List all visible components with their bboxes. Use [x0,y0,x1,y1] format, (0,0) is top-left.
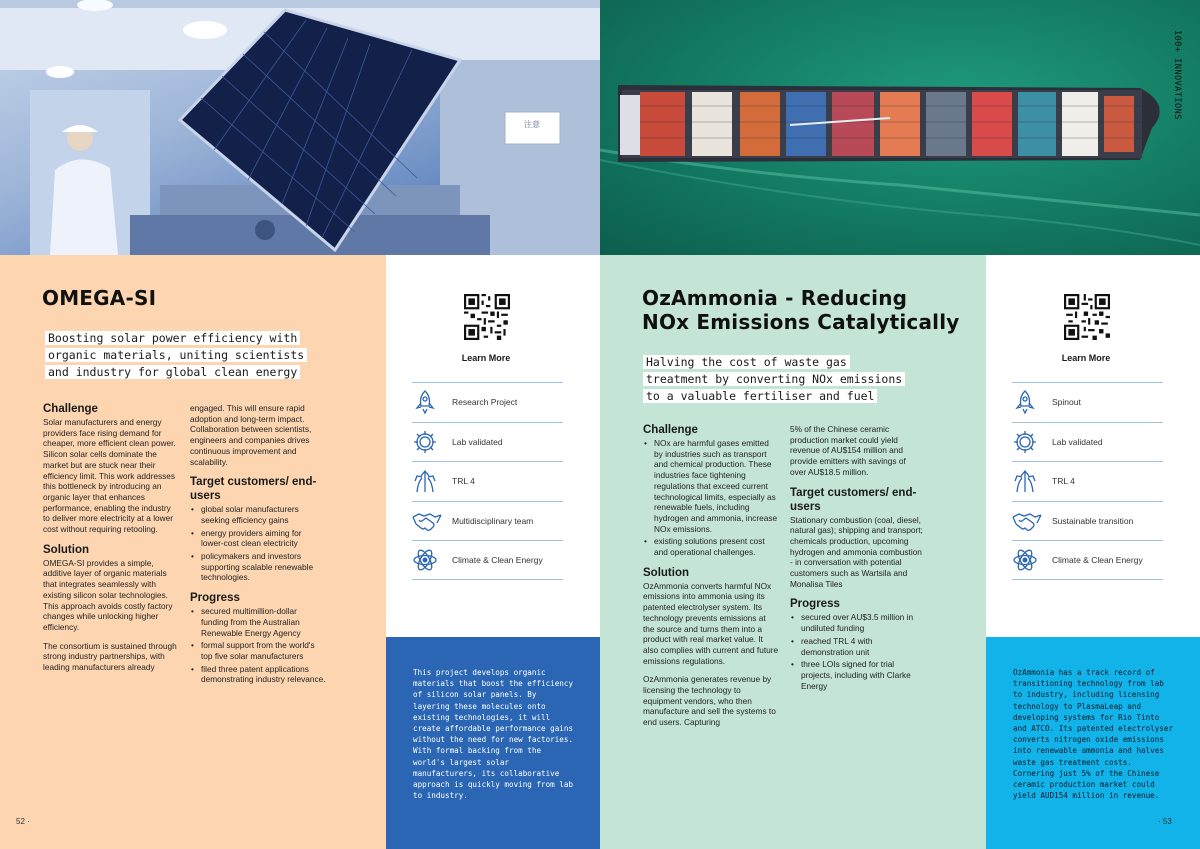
right-tagline-line: to a valuable fertiliser and fuel [643,389,877,403]
attribute-label: Climate & Clean Energy [1052,555,1143,566]
attribute-row [1012,422,1163,462]
list-item: • secured multimillion-dollar funding from the Australian Renewable Energy Agency [190,606,326,638]
list-item: • global solar manufacturers seeking efficiency gains [190,504,326,525]
list-item: • formal support from the world's top five solar manufacturers [190,640,326,661]
list-item: • reached TRL 4 with demonstration unit [790,636,924,657]
right-column-2 [790,424,924,699]
progress-heading: Progress [790,598,840,611]
gear-icon [412,427,452,457]
list-item: • energy providers aiming for lower-cost clean electricity [190,528,326,549]
solution-text: OMEGA-SI provides a simple, additive layer of organic materials that integrates seamlessly with existing silicon solar technologies. This approach avoids costly factory changes while unlocking higher efficiency. [43,557,173,632]
gear-icon [1012,427,1052,457]
rocket-icon [412,387,452,417]
page-number-left: 52 · [16,817,30,826]
challenge-heading: Challenge [43,403,98,415]
list-item: • policymakers and investors supporting scalable renewable technologies. [190,551,326,583]
column-intro-text: engaged. This will ensure rapid adoption and long-term impact. Collaboration between scientists, engineers and companies drives continuous improvement and scalability. [190,403,312,467]
attribute-label: TRL 4 [1052,476,1075,487]
learn-more-link[interactable]: Learn More [461,353,511,363]
attribute-row [1012,382,1163,422]
right-attribute-list [1012,382,1163,580]
atom-icon [412,545,452,575]
attribute-label: Lab validated [452,436,503,447]
target-text: Stationary combustion (coal, diesel, natural gas); shipping and transport; chemicals production, upcoming hydrogen and ammonia combustion - in conversation with potential customers such as Wartsila and Monalisa Tiles [790,514,923,589]
solar-factory-illustration [0,0,600,255]
challenge-heading: Challenge [643,424,698,436]
right-tagline-line: Halving the cost of waste gas [643,355,850,369]
arrows-up-icon [412,466,452,496]
attribute-row [412,461,563,501]
page-number-right: · 53 [1158,817,1172,826]
challenge-text: Solar manufacturers and energy providers face rising demand for cheaper, more efficient clean power. Silicon solar cells dominate the market but are stuck near their efficiency limit. This work addresses this bottleneck by introducing an organic layer that enhances performance, enabling the industry to deliver more electricity at a lower cost without requiring retooling. [43,417,176,535]
solution-heading: Solution [643,566,689,579]
solution-text-continued: OzAmmonia generates revenue by licensing the technology to equipment vendors, who then manufacture and sell the systems to end users. Capturing [643,674,776,728]
learn-more-link[interactable]: Learn More [1061,353,1111,363]
right-column-1 [643,423,779,736]
right-summary-blurb: OzAmmonia has a track record of transitioning technology from lab to industry, including licensing technology to PlasmaLeap and developing systems for Rio Tinto and ATCO. Its patented electrolyser converts nitrogen oxide emissions into renewable ammonia and halves waste gas treatment costs. Cornering just 5% of the Chinese ceramic production market could yield AUD154 million in revenue. [1013,668,1174,801]
cargo-ship-illustration [600,0,1200,255]
attribute-row [412,501,563,541]
left-column-1 [43,402,177,681]
list-item: • existing solutions present cost and operational challenges. [643,536,779,557]
left-page-title: OMEGA-SI [42,286,157,310]
solution-text-continued: The consortium is sustained through strong industry partnerships, with leading manufacturers already [43,640,177,673]
list-item: • NOx are harmful gases emitted by industries such as transport and chemical production. These industries face tightening regulations that exceed current technological limits, especially as renewable fuels, including hydrogen and ammonia, increase NOx emissions. [643,438,779,534]
progress-list [190,606,326,685]
attribute-row [412,382,563,422]
attribute-label: Multidisciplinary team [452,516,534,527]
list-item: • three LOIs signed for trial projects, including with Clarke Energy [790,659,924,691]
qr-code[interactable] [1064,294,1110,340]
handshake-icon [1012,506,1052,536]
left-column-2 [190,403,326,693]
left-tagline-line: and industry for global clean energy [45,365,300,379]
attribute-label: Climate & Clean Energy [452,555,543,566]
target-heading: Target customers/ end-users [190,476,317,503]
target-list [190,504,326,583]
rocket-icon [1012,387,1052,417]
progress-list [790,612,924,691]
right-title-line: NOx Emissions Catalytically [642,310,960,334]
right-tagline-line: treatment by converting NOx emissions [643,372,905,386]
solution-heading: Solution [43,543,89,556]
section-label-vertical: 100+ INNOVATIONS [1172,30,1182,120]
left-tagline-line: Boosting solar power efficiency with [45,331,300,345]
attribute-label: Lab validated [1052,436,1103,447]
attribute-label: Research Project [452,397,518,408]
attribute-label: TRL 4 [452,476,475,487]
right-page-title [642,286,960,334]
attribute-label: Spinout [1052,397,1081,408]
left-tagline-line: organic materials, uniting scientists [45,348,307,362]
target-heading: Target customers/ end-users [790,486,917,513]
attribute-row [1012,540,1163,580]
warning-sign-text: 注意 [524,120,540,129]
attribute-row [412,422,563,462]
qr-code[interactable] [464,294,510,340]
solar-panel-photo [0,0,600,255]
solution-text: OzAmmonia converts harmful NOx emissions into ammonia using its patented electrolyser system. Its technology prevents emissions at the source and turns them into a product with real market value. It also complies with current and future emissions regulations. [643,580,779,666]
left-tagline [45,330,335,381]
arrows-up-icon [1012,466,1052,496]
right-title-line: OzAmmonia - Reducing [642,286,908,310]
left-summary-blurb: This project develops organic materials that boost the efficiency of silicon solar panels. By layering these molecules onto existing technologies, it will create affordable performance gains without the need for new factories. With formal backing from the world's largest solar manufacturers, its collaborative approach is quickly moving from lab to industry. [413,668,574,801]
list-item: • secured over AU$3.5 million in undiluted funding [790,612,924,633]
attribute-label: Sustainable transition [1052,516,1134,527]
attribute-row [412,540,563,580]
attribute-row [1012,501,1163,541]
column-intro-text: 5% of the Chinese ceramic production market could yield revenue of AU$154 million and provide emitters with savings of over AU$18.5 million. [790,424,906,477]
challenge-list [643,438,779,558]
cargo-ship-photo [600,0,1200,255]
attribute-row [1012,461,1163,501]
left-attribute-list [412,382,563,580]
progress-heading: Progress [190,592,240,605]
atom-icon [1012,545,1052,575]
list-item: • filed three patent applications demonstrating industry relevance. [190,664,326,685]
right-tagline [643,354,933,405]
handshake-icon [412,506,452,536]
